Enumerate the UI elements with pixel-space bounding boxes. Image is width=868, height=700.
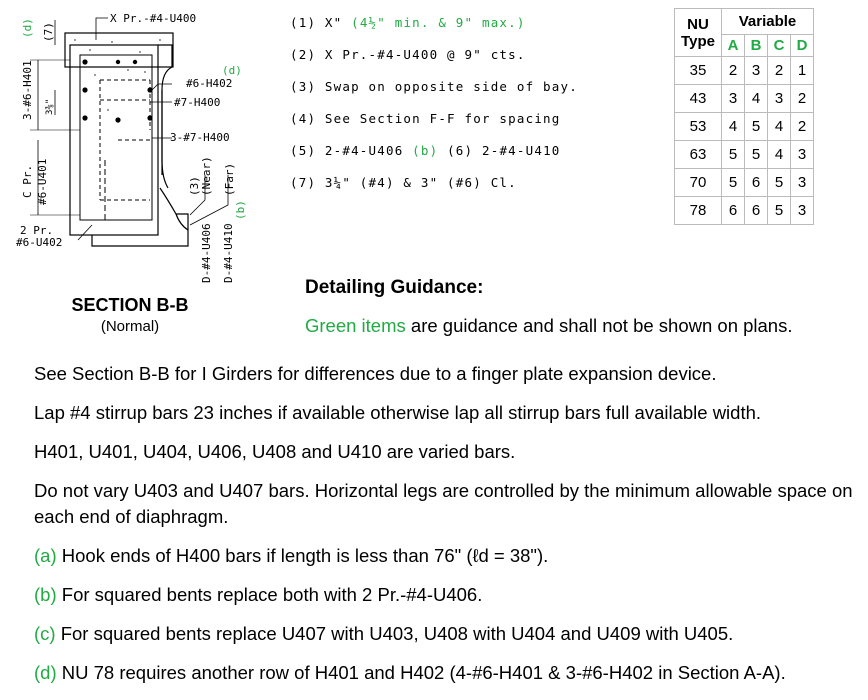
label-h402-tag: (d)	[222, 64, 242, 77]
nu-variable-table	[674, 8, 814, 225]
note-item: (3) Swap on opposite side of bay.	[290, 79, 578, 94]
header-col-d: D	[791, 35, 814, 57]
paragraph: Do not vary U403 and U407 bars. Horizontal legs are controlled by the minimum allowable space on each end of diaphragm.	[34, 480, 853, 527]
label-three-eighths: 3⅜"	[45, 98, 55, 115]
label-u402-a: 2 Pr.	[20, 224, 54, 237]
table-row: 53 4 5 4 2	[675, 113, 814, 141]
table-row: 43 3 4 3 2	[675, 85, 814, 113]
label-far: (Far)	[223, 162, 236, 196]
label-h401: 3-#6-H401	[21, 60, 34, 120]
diaphragm-outline	[70, 45, 158, 235]
label-h400b: 3-#7-H400	[170, 131, 230, 144]
note-item: (7) 3¼" (#4) & 3" (#6) Cl.	[290, 175, 517, 190]
note-item: (5) 2-#4-U406 (b) (6) 2-#4-U410	[290, 143, 561, 158]
lettered-note: (d) NU 78 requires another row of H401 and H402 (4-#6-H401 & 3-#6-H402 in Section A-A).	[34, 662, 786, 683]
header-col-a: A	[722, 35, 745, 57]
note-item: (4) See Section F-F for spacing	[290, 111, 561, 126]
header-variable: Variable	[722, 9, 814, 35]
section-subtitle: (Normal)	[100, 318, 160, 335]
table-row: 70 5 6 5 3	[675, 169, 814, 197]
note-item: (1) X" (4½" min. & 9" max.)	[290, 15, 526, 30]
label-h401-tag: (d)	[21, 18, 34, 38]
label-u406: D-#4-U406	[200, 223, 213, 283]
label-b-tag: (b)	[234, 200, 247, 220]
girder-bottom-flange	[92, 188, 188, 246]
label-u401: #6-U401	[36, 158, 49, 205]
lettered-note: (c) For squared bents replace U407 with U403, U408 with U404 and U409 with U405.	[34, 623, 734, 644]
paragraph: Lap #4 stirrup bars 23 inches if available otherwise lap all stirrup bars full available width.	[34, 402, 762, 423]
label-three: (3)	[188, 176, 201, 196]
lettered-note: (b) For squared bents replace both with 2 Pr.-#4-U406.	[34, 584, 483, 605]
lettered-note: (a) Hook ends of H400 bars if length is less than 76" (ℓd = 38").	[34, 545, 549, 566]
paragraph: See Section B-B for I Girders for differences due to a finger plate expansion device.	[34, 363, 717, 384]
header-col-c: C	[768, 35, 791, 57]
label-near: (Near)	[200, 156, 213, 196]
label-h402: #6-H402	[186, 77, 233, 90]
label-u401-c: C Pr.	[21, 164, 34, 198]
guidance-line: Green items are guidance and shall not be shown on plans.	[305, 315, 793, 336]
header-col-b: B	[745, 35, 768, 57]
section-title: SECTION B-B	[71, 295, 189, 315]
label-u402: #6-U402	[16, 236, 63, 249]
label-u410: D-#4-U410	[222, 223, 235, 283]
numbered-notes	[290, 14, 665, 206]
note-item: (2) X Pr.-#4-U400 @ 9" cts.	[290, 47, 526, 62]
table-row: 78 6 6 5 3	[675, 197, 814, 225]
paragraph: H401, U401, U404, U406, U408 and U410 are varied bars.	[34, 441, 516, 462]
section-drawing	[0, 0, 290, 290]
body-text	[34, 361, 859, 699]
header-nu-type: NU Type	[675, 9, 722, 57]
table-row: 63 5 5 4 3	[675, 141, 814, 169]
label-x-pr: X Pr.-#4-U400	[110, 12, 197, 25]
table-row: 35 2 3 2 1	[675, 57, 814, 85]
label-h400: #7-H400	[174, 96, 221, 109]
guidance-title: Detailing Guidance:	[305, 277, 484, 298]
label-seven: (7)	[42, 22, 55, 42]
